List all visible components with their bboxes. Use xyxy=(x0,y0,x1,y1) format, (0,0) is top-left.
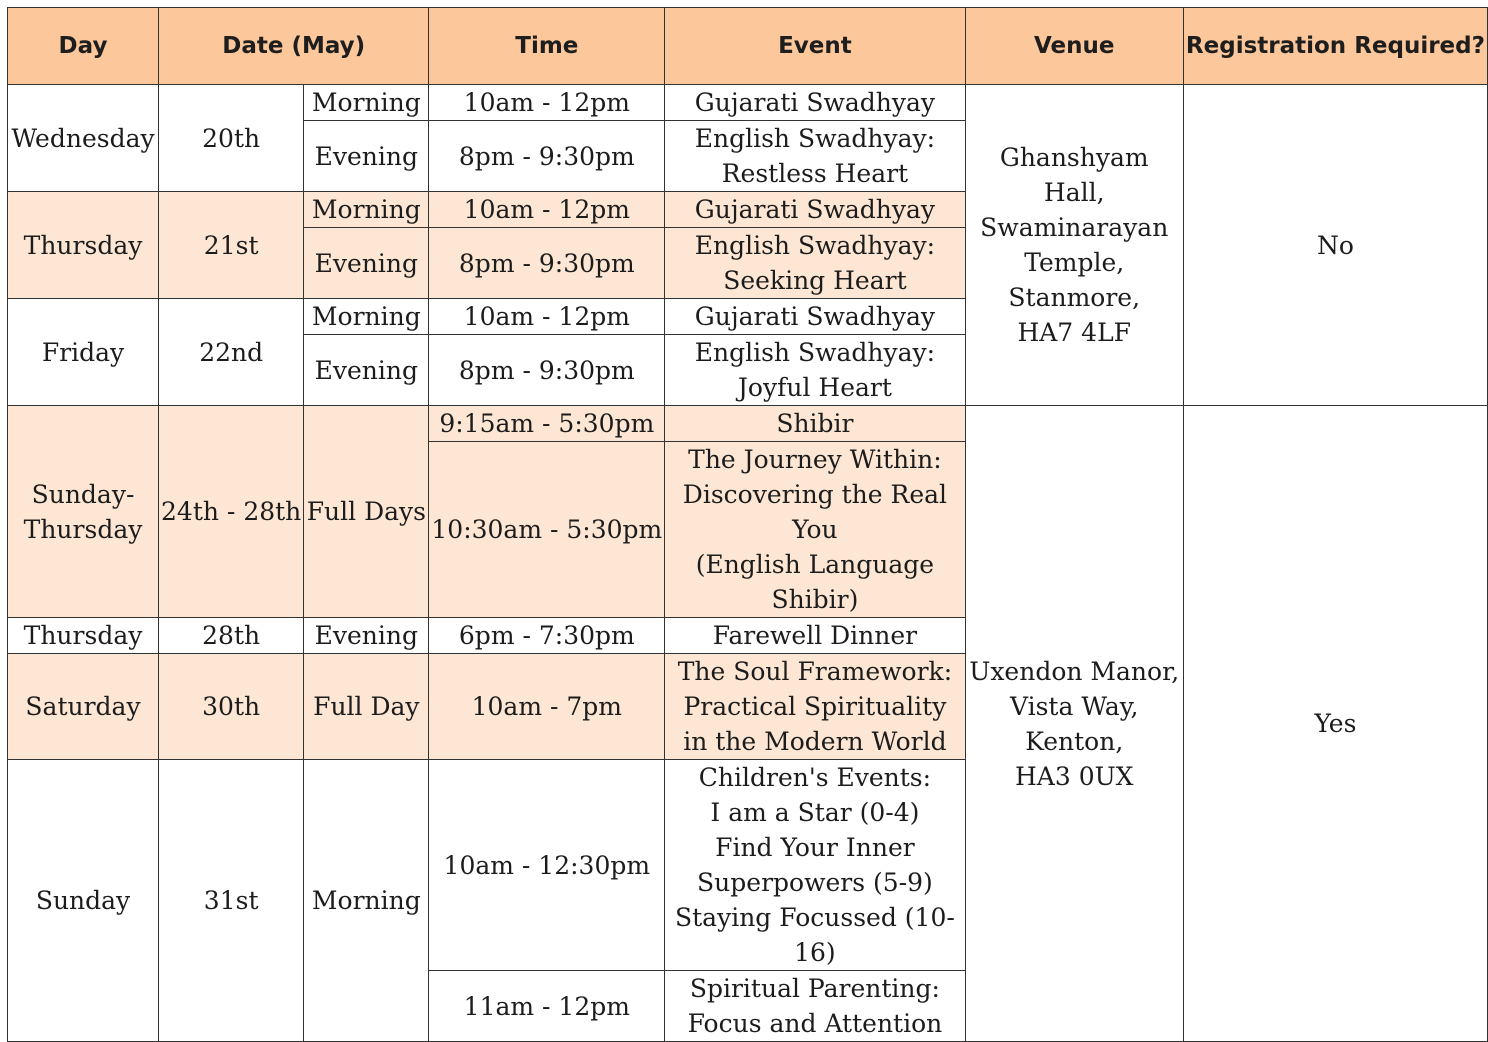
time-cell: 8pm - 9:30pm xyxy=(429,335,665,406)
table-row xyxy=(8,85,1488,121)
date-cell: 21st xyxy=(159,192,304,299)
registration-cell: No xyxy=(1183,85,1487,406)
day-cell: Wednesday xyxy=(8,85,159,192)
date-cell: 30th xyxy=(159,654,304,760)
event-cell: Gujarati Swadhyay xyxy=(665,192,965,228)
day-cell: Sunday xyxy=(8,760,159,1042)
session-cell: Morning xyxy=(304,192,429,228)
day-cell: Thursday xyxy=(8,618,159,654)
header-date: Date (May) xyxy=(159,8,429,85)
session-cell: Full Day xyxy=(304,654,429,760)
time-cell: 6pm - 7:30pm xyxy=(429,618,665,654)
event-cell: Shibir xyxy=(665,406,965,442)
header-time: Time xyxy=(429,8,665,85)
date-cell: 22nd xyxy=(159,299,304,406)
time-cell: 10:30am - 5:30pm xyxy=(429,442,665,618)
event-cell: English Swadhyay: Joyful Heart xyxy=(665,335,965,406)
header-registration: Registration Required? xyxy=(1183,8,1487,85)
session-cell: Evening xyxy=(304,121,429,192)
event-cell: Gujarati Swadhyay xyxy=(665,85,965,121)
header-venue: Venue xyxy=(965,8,1183,85)
date-cell: 24th - 28th xyxy=(159,406,304,618)
event-cell: The Journey Within: Discovering the Real You (English Language Shibir) xyxy=(665,442,965,618)
time-cell: 11am - 12pm xyxy=(429,971,665,1042)
day-cell: Friday xyxy=(8,299,159,406)
session-cell: Full Days xyxy=(304,406,429,618)
time-cell: 8pm - 9:30pm xyxy=(429,228,665,299)
event-cell: English Swadhyay: Restless Heart xyxy=(665,121,965,192)
header-day: Day xyxy=(8,8,159,85)
date-cell: 20th xyxy=(159,85,304,192)
event-cell: The Soul Framework: Practical Spirituality in the Modern World xyxy=(665,654,965,760)
event-cell: Farewell Dinner xyxy=(665,618,965,654)
event-cell: English Swadhyay: Seeking Heart xyxy=(665,228,965,299)
session-cell: Evening xyxy=(304,228,429,299)
event-cell: Children's Events: I am a Star (0-4) Find Your Inner Superpowers (5-9) Staying Focussed (10-16) xyxy=(665,760,965,971)
venue-cell: Ghanshyam Hall, Swaminarayan Temple, Stanmore, HA7 4LF xyxy=(965,85,1183,406)
time-cell: 10am - 7pm xyxy=(429,654,665,760)
event-cell: Gujarati Swadhyay xyxy=(665,299,965,335)
time-cell: 9:15am - 5:30pm xyxy=(429,406,665,442)
event-cell: Spiritual Parenting: Focus and Attention xyxy=(665,971,965,1042)
registration-cell: Yes xyxy=(1183,406,1487,1042)
session-cell: Morning xyxy=(304,85,429,121)
session-cell: Morning xyxy=(304,760,429,1042)
day-cell: Thursday xyxy=(8,192,159,299)
date-cell: 31st xyxy=(159,760,304,1042)
session-cell: Evening xyxy=(304,335,429,406)
header-event: Event xyxy=(665,8,965,85)
time-cell: 10am - 12:30pm xyxy=(429,760,665,971)
day-cell: Saturday xyxy=(8,654,159,760)
venue-cell: Uxendon Manor, Vista Way, Kenton, HA3 0UX xyxy=(965,406,1183,1042)
header-row xyxy=(8,8,1488,85)
time-cell: 10am - 12pm xyxy=(429,85,665,121)
time-cell: 10am - 12pm xyxy=(429,192,665,228)
date-cell: 28th xyxy=(159,618,304,654)
table-row xyxy=(8,406,1488,442)
time-cell: 8pm - 9:30pm xyxy=(429,121,665,192)
session-cell: Morning xyxy=(304,299,429,335)
schedule-table xyxy=(7,7,1488,1042)
session-cell: Evening xyxy=(304,618,429,654)
time-cell: 10am - 12pm xyxy=(429,299,665,335)
day-cell: Sunday- Thursday xyxy=(8,406,159,618)
